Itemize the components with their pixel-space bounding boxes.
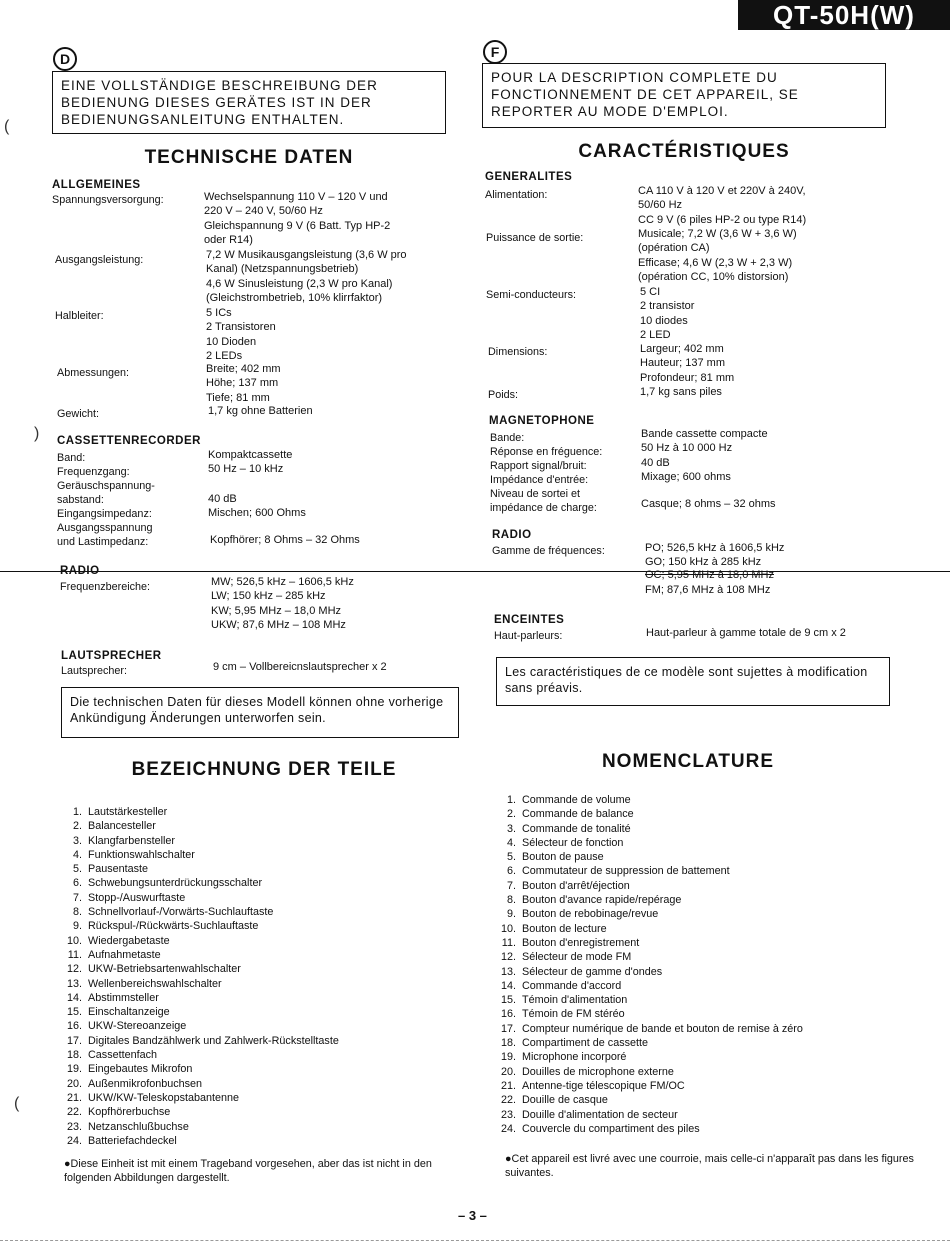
german-general-heading: ALLGEMEINES [52,179,141,191]
part-label: Bouton de rebobinage/revue [522,908,659,921]
french-part-item [496,993,916,1007]
part-number: 22. [500,1094,516,1107]
german-spec-title: TECHNISCHE DATEN [144,147,354,168]
french-tape-values: Bande cassette compacte 50 Hz à 10 000 Hz 40 dB Mixage; 600 ohms [641,428,768,484]
german-radio-value: MW; 526,5 kHz – 1606,5 kHz LW; 150 kHz – 285 kHz KW; 5,95 MHz – 18,0 MHz UKW; 87,6 MHz – 108 MHz [211,576,354,632]
part-label: Batteriefachdeckel [88,1134,177,1147]
german-part-item [62,1091,462,1105]
part-number: 15. [66,1006,82,1019]
part-number: 20. [66,1077,82,1090]
french-radio-fm: FM; 87,6 MHz à 108 MHz [645,584,771,596]
part-label: Compteur numérique de bande et bouton de remise à zéro [522,1022,803,1035]
french-part-item [496,979,916,993]
french-radio-oc: OC; 5,95 MHz à 18,0 MHz [645,569,774,581]
french-part-item [496,950,916,964]
french-part-item [496,1122,916,1136]
part-label: Schnellvorlauf-/Vorwärts-Suchlauftaste [88,906,274,919]
part-label: Wiedergabetaste [88,934,170,947]
french-part-item [496,1108,916,1122]
french-part-item [496,850,916,864]
part-label: Couvercle du compartiment des piles [522,1122,700,1135]
french-part-item [496,793,916,807]
french-part-item [496,893,916,907]
french-weight-value: 1,7 kg sans piles [640,386,722,398]
german-part-item [62,1134,462,1148]
german-dim-label: Abmessungen: [57,367,130,379]
part-number: 10. [500,922,516,935]
french-part-item [496,1079,916,1093]
part-label: Commande d'accord [522,979,622,992]
french-language-mark: F [483,40,507,64]
part-number: 1. [72,806,82,818]
part-number: 8. [72,906,82,919]
german-cassette-input: Mischen; 600 Ohms [208,507,306,519]
part-number: 9. [506,908,516,921]
french-radio-label: Gamme de fréquences: [492,545,605,557]
german-part-item [62,1048,462,1062]
german-part-item [62,848,462,862]
part-label: Pausentaste [88,863,149,876]
edge-mark: ( [4,118,10,135]
german-language-mark: D [53,47,77,71]
page-number: – 3 – [458,1208,487,1223]
french-spec-title: CARACTÉRISTIQUES [578,141,790,162]
part-number: 24. [66,1134,82,1147]
part-label: Einschaltanzeige [88,1006,170,1019]
part-label: Microphone incorporé [522,1051,627,1064]
german-radio-heading: RADIO [60,565,100,577]
part-label: Digitales Bandzählwerk und Zahlwerk-Rückstelltaste [88,1034,339,1047]
part-label: Bouton de pause [522,851,604,864]
part-number: 10. [66,934,82,947]
french-footnote-text: Cet appareil est livré avec une courroie, mais celle-ci n'apparaît pas dans les figures suivantes. [505,1153,914,1179]
french-output-value: Musicale; 7,2 W (3,6 W + 3,6 W) (opération CA) Efficase; 4,6 W (2,3 W + 2,3 W) (opération CC, 10% distorsion) [638,228,797,284]
part-label: Rückspul-/Rückwärts-Suchlauftaste [88,920,259,933]
part-number: 7. [72,891,82,904]
part-number: 22. [66,1106,82,1119]
french-general-heading: GENERALITES [485,171,573,183]
part-label: Kopfhörerbuchse [88,1106,171,1119]
french-tape-output: Casque; 8 ohms – 32 ohms [641,498,776,510]
part-number: 11. [67,948,82,961]
french-part-item [496,1093,916,1107]
part-label: UKW/KW-Teleskopstabantenne [88,1091,240,1104]
part-label: Sélecteur de mode FM [522,951,632,964]
part-label: Douille d'alimentation de secteur [522,1108,678,1121]
part-number: 13. [500,965,516,978]
part-number: 24. [500,1122,516,1135]
part-label: Schwebungsunterdrückungsschalter [88,877,263,890]
german-speaker-value: 9 cm – Vollbereicnslautsprecher x 2 [213,661,387,673]
part-label: Bouton de lecture [522,922,607,935]
part-label: Douille de casque [522,1094,608,1107]
german-part-item [62,962,462,976]
german-part-item [62,934,462,948]
german-dim-value: Breite; 402 mm Höhe; 137 mm Tiefe; 81 mm [206,363,281,404]
part-label: Lautstärkesteller [88,806,168,818]
part-label: UKW-Stereoanzeige [88,1020,187,1033]
french-radio-heading: RADIO [492,529,532,541]
german-cassette-snr: 40 dB [208,493,237,505]
french-part-item [496,1065,916,1079]
part-number: 14. [500,979,516,992]
french-part-item [496,1022,916,1036]
german-parts-list [62,805,462,1148]
german-speaker-label: Lautsprecher: [61,665,128,677]
part-label: Commutateur de suppression de battement [522,865,730,878]
german-footnote [64,1157,474,1185]
german-footnote-text: Diese Einheit ist mit einem Trageband vorgesehen, aber das ist nicht in den folgenden Abbildungen dargestellt. [64,1158,432,1184]
part-label: Compartiment de cassette [522,1037,649,1050]
edge-mark: ) [34,425,40,442]
part-label: Commande de volume [522,794,631,806]
part-label: Abstimmsteller [88,991,159,1004]
french-semi-value: 5 CI 2 transistor 10 diodes 2 LED [640,286,695,342]
french-part-item [496,822,916,836]
french-parts-list [496,793,916,1136]
part-number: 5. [72,863,82,876]
french-speaker-heading: ENCEINTES [494,614,565,626]
german-part-item [62,819,462,833]
part-label: Témoin d'alimentation [522,994,628,1007]
german-part-item [62,834,462,848]
german-part-item [62,919,462,933]
part-number: 12. [66,963,82,976]
french-part-item [496,922,916,936]
part-label: Sélecteur de gamme d'ondes [522,965,663,978]
german-part-item [62,1062,462,1076]
part-label: Antenne-tige télescopique FM/OC [522,1079,685,1092]
part-label: Commande de balance [522,808,634,821]
french-part-item [496,907,916,921]
german-cassette-band: Kompaktcassette [208,449,293,461]
german-intro-box: EINE VOLLSTÄNDIGE BESCHREIBUNG DER BEDIENUNG DIESES GERÄTES IST IN DER BEDIENUNGSANLEITUNG ENTHALTEN. [52,71,446,134]
part-number: 18. [500,1037,516,1050]
part-number: 18. [66,1049,82,1062]
part-number: 21. [500,1079,516,1092]
bullet-icon: ● [505,1153,512,1165]
french-tape-heading: MAGNETOPHONE [489,415,595,427]
german-part-item [62,1019,462,1033]
french-radio-po: PO; 526,5 kHz à 1606,5 kHz [645,542,785,554]
part-number: 7. [506,879,516,892]
german-part-item [62,1077,462,1091]
german-part-item [62,1005,462,1019]
french-part-item [496,1007,916,1021]
german-part-item [62,977,462,991]
french-part-item [496,1036,916,1050]
part-number: 15. [500,994,516,1007]
part-label: Eingebautes Mikrofon [88,1063,193,1076]
part-label: UKW-Betriebsartenwahlschalter [88,963,241,976]
part-number: 3. [506,822,516,835]
part-label: Balancesteller [88,820,156,833]
french-part-item [496,1050,916,1064]
german-cassette-output: Kopfhörer; 8 Ohms – 32 Ohms [210,534,360,546]
part-number: 6. [506,865,516,878]
divider-line [0,571,950,572]
part-number: 16. [66,1020,82,1033]
part-label: Bouton d'enregistrement [522,936,640,949]
part-label: Netzanschlußbuchse [88,1120,189,1133]
french-part-item [496,836,916,850]
german-cassette-labels: Band: Frequenzgang: Geräuschspannung- sabstand: Eingangsimpedanz: Ausgangsspannung und Lastimpedanz: [57,452,155,548]
german-speaker-heading: LAUTSPRECHER [61,650,162,662]
part-label: Témoin de FM stéréo [522,1008,625,1021]
german-parts-title: BEZEICHNUNG DER TEILE [131,759,397,780]
part-number: 6. [72,877,82,890]
french-tape-labels: Bande: Réponse en fréguence: Rapport signal/bruit: Impédance d'entrée: Niveau de sortei et impédance de charge: [490,432,603,514]
german-weight-label: Gewicht: [57,408,100,420]
german-part-item [62,991,462,1005]
part-number: 13. [66,977,82,990]
german-part-item [62,905,462,919]
part-number: 3. [72,834,82,847]
part-number: 14. [66,991,82,1004]
german-part-item [62,1105,462,1119]
german-part-item [62,1120,462,1134]
german-output-label: Ausgangsleistung: [55,254,144,266]
part-number: 19. [500,1051,516,1064]
part-label: Bouton d'avance rapide/repérage [522,894,682,907]
german-notice-box: Die technischen Daten für dieses Modell können ohne vorherige Ankündigung Änderungen unterworfen sein. [61,687,459,738]
part-number: 17. [66,1034,82,1047]
german-part-item [62,862,462,876]
german-semi-label: Halbleiter: [55,310,104,322]
french-weight-label: Poids: [488,389,519,401]
model-number: QT-50H(W) [738,0,950,30]
part-label: Cassettenfach [88,1049,158,1062]
german-part-item [62,805,462,819]
german-power-label: Spannungsversorgung: [52,194,164,206]
part-label: Bouton d'arrêt/éjection [522,879,630,892]
french-part-item [496,879,916,893]
french-speaker-label: Haut-parleurs: [494,630,563,642]
french-parts-title: NOMENCLATURE [601,751,775,772]
french-output-label: Puissance de sortie: [486,232,584,244]
french-power-value: CA 110 V à 120 V et 220V à 240V, 50/60 Hz CC 9 V (6 piles HP-2 ou type R14) [638,185,807,226]
french-dim-label: Dimensions: [488,346,548,358]
part-number: 4. [506,836,516,849]
part-label: Funktionswahlschalter [88,848,195,861]
french-part-item [496,936,916,950]
french-semi-label: Semi-conducteurs: [486,289,577,301]
part-number: 21. [66,1091,82,1104]
part-label: Wellenbereichswahlschalter [88,977,222,990]
german-power-value: Wechselspannung 110 V – 120 V und 220 V – 240 V, 50/60 Hz Gleichspannung 9 V (6 Batt. Typ HP-2 oder R14) [204,191,391,247]
french-notice-box: Les caractéristiques de ce modèle sont sujettes à modification sans préavis. [496,657,890,706]
part-number: 2. [72,820,82,833]
part-label: Klangfarbensteller [88,834,176,847]
part-number: 23. [66,1120,82,1133]
edge-mark: ( [14,1095,20,1112]
part-number: 20. [500,1065,516,1078]
german-cassette-heading: CASSETTENRECORDER [57,435,201,447]
part-number: 12. [500,951,516,964]
part-label: Sélecteur de fonction [522,836,624,849]
part-number: 8. [506,894,516,907]
part-number: 4. [72,848,82,861]
german-part-item [62,891,462,905]
part-number: 11. [501,936,516,949]
part-number: 19. [66,1063,82,1076]
french-part-item [496,864,916,878]
part-number: 23. [500,1108,516,1121]
german-semi-value: 5 ICs 2 Transistoren 10 Dioden 2 LEDs [206,307,276,363]
german-part-item [62,948,462,962]
french-speaker-value: Haut-parleur à gamme totale de 9 cm x 2 [646,627,846,639]
page-bottom-edge [0,1240,950,1241]
german-weight-value: 1,7 kg ohne Batterien [208,405,313,417]
french-intro-box: POUR LA DESCRIPTION COMPLETE DU FONCTIONNEMENT DE CET APPAREIL, SE REPORTER AU MODE D'EMPLOI. [482,63,886,128]
french-footnote [505,1152,915,1180]
part-label: Aufnahmetaste [88,948,161,961]
french-radio-go: GO; 150 kHz à 285 kHz [645,556,762,568]
bullet-icon: ● [64,1158,71,1170]
part-label: Commande de tonalité [522,822,631,835]
part-number: 5. [506,851,516,864]
german-cassette-freq: 50 Hz – 10 kHz [208,463,284,475]
french-part-item [496,807,916,821]
part-number: 16. [500,1008,516,1021]
french-power-label: Alimentation: [485,189,548,201]
part-number: 2. [506,808,516,821]
german-radio-label: Frequenzbereiche: [60,581,151,593]
part-label: Douilles de microphone externe [522,1065,674,1078]
french-part-item [496,965,916,979]
part-number: 1. [506,794,516,806]
part-number: 17. [500,1022,516,1035]
part-number: 9. [72,920,82,933]
german-output-value: 7,2 W Musikausgangsleistung (3,6 W pro Kanal) (Netzspannungsbetrieb) 4,6 W Sinusleistung (2,3 W pro Kanal) (Gleichstrombetrieb, 10% klirrfaktor) [206,249,407,305]
part-label: Stopp-/Auswurftaste [88,891,186,904]
part-label: Außenmikrofonbuchsen [88,1077,203,1090]
german-part-item [62,876,462,890]
french-dim-value: Largeur; 402 mm Hauteur; 137 mm Profondeur; 81 mm [640,343,735,384]
german-part-item [62,1034,462,1048]
